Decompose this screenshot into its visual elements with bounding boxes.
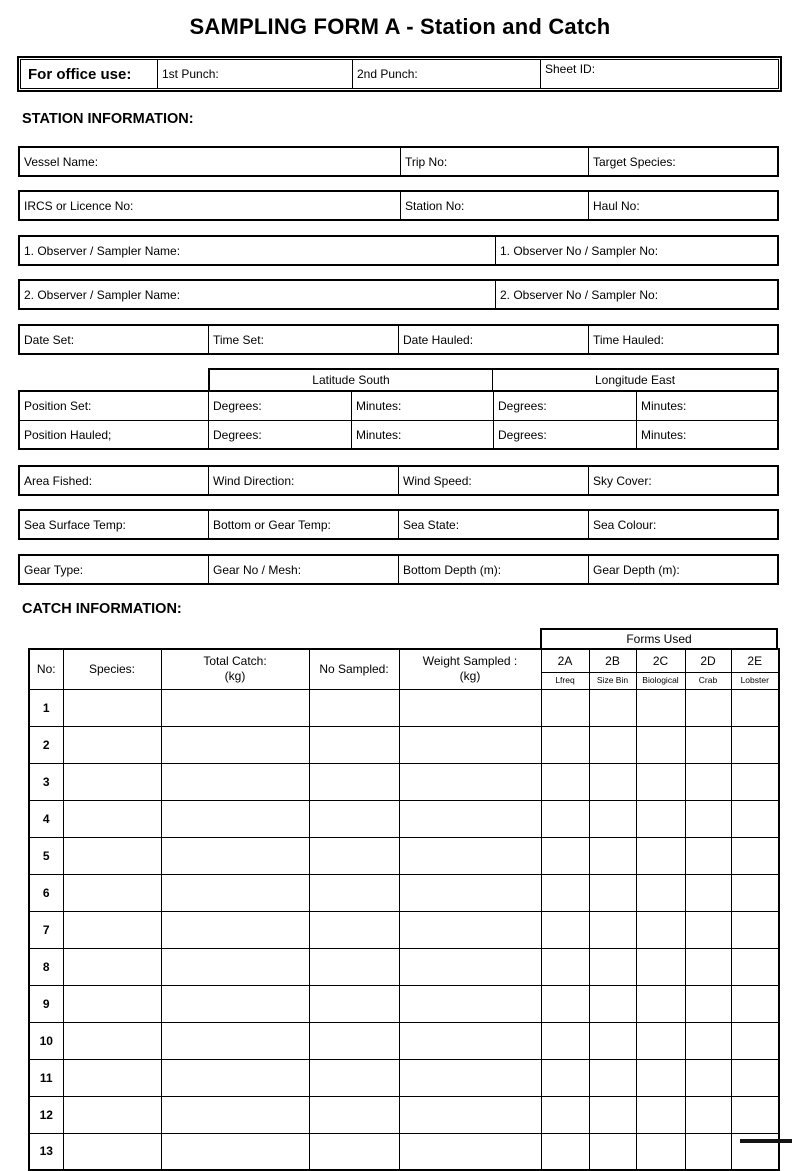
weight-sampled-line2: (kg) (459, 669, 481, 684)
blank-cell (541, 837, 589, 874)
blank-cell (541, 800, 589, 837)
catch-row (29, 763, 779, 800)
blank-cell (399, 1096, 541, 1133)
blank-cell (309, 1059, 399, 1096)
gear-type-field: Gear Type: (24, 562, 84, 577)
blank-cell (589, 800, 636, 837)
sky-cover-field: Sky Cover: (588, 467, 777, 494)
second-punch-field (352, 60, 540, 88)
blank-cell (63, 985, 161, 1022)
position-table-body (18, 390, 779, 450)
row-number: 5 (29, 837, 63, 874)
sea-row (18, 509, 779, 540)
observer1-name-field: 1. Observer / Sampler Name: (24, 243, 181, 258)
form-2a-name: Lfreq (542, 672, 589, 688)
col-header-form-2e (731, 649, 779, 689)
haul-no-field: Haul No: (588, 192, 777, 219)
row-number: 1 (29, 689, 63, 726)
blank-cell (63, 726, 161, 763)
sea-surface-temp-field: Sea Surface Temp: (24, 517, 126, 532)
catch-information-heading: CATCH INFORMATION: (22, 601, 182, 617)
blank-cell (309, 1133, 399, 1170)
form-2c-name: Biological (637, 672, 685, 688)
target-species-field: Target Species: (588, 148, 777, 175)
lon-set-minutes-field: Minutes: (636, 392, 777, 420)
bottom-gear-temp-field: Bottom or Gear Temp: (208, 511, 398, 538)
date-time-row (18, 324, 779, 355)
blank-cell (63, 911, 161, 948)
blank-cell (685, 800, 731, 837)
blank-cell (731, 1096, 779, 1133)
blank-cell (636, 874, 685, 911)
blank-cell (63, 1096, 161, 1133)
latitude-south-header: Latitude South (208, 368, 493, 390)
row-number: 9 (29, 985, 63, 1022)
col-header-total-catch (161, 649, 309, 689)
blank-cell (589, 948, 636, 985)
blank-cell (589, 985, 636, 1022)
blank-cell (589, 911, 636, 948)
catch-row (29, 1133, 779, 1170)
col-header-form-2b (589, 649, 636, 689)
blank-cell (589, 837, 636, 874)
blank-cell (685, 985, 731, 1022)
col-header-form-2a (541, 649, 589, 689)
blank-cell (589, 874, 636, 911)
form-2b-name: Size Bin (590, 672, 636, 688)
lon-hauled-degrees-field: Degrees: (493, 421, 636, 448)
blank-cell (63, 837, 161, 874)
bottom-depth-field: Bottom Depth (m): (398, 556, 588, 583)
blank-cell (731, 948, 779, 985)
form-2d-code: 2D (700, 653, 716, 668)
col-header-form-2d (685, 649, 731, 689)
blank-cell (685, 874, 731, 911)
blank-cell (636, 985, 685, 1022)
blank-cell (309, 911, 399, 948)
blank-cell (161, 1022, 309, 1059)
blank-cell (731, 689, 779, 726)
blank-cell (685, 1133, 731, 1170)
blank-cell (636, 1059, 685, 1096)
blank-cell (161, 726, 309, 763)
sea-colour-field: Sea Colour: (588, 511, 777, 538)
lon-hauled-minutes-field: Minutes: (636, 421, 777, 448)
blank-cell (731, 874, 779, 911)
blank-cell (541, 726, 589, 763)
form-title: SAMPLING FORM A - Station and Catch (189, 14, 611, 39)
catch-table-body (29, 689, 779, 1170)
col-header-no-sampled: No Sampled: (309, 649, 399, 689)
blank-cell (541, 763, 589, 800)
catch-row (29, 874, 779, 911)
blank-cell (685, 1022, 731, 1059)
blank-cell (589, 1022, 636, 1059)
blank-cell (589, 1059, 636, 1096)
observer1-no-field: 1. Observer No / Sampler No: (495, 237, 777, 264)
lat-hauled-degrees-field: Degrees: (208, 421, 351, 448)
catch-row (29, 911, 779, 948)
gear-depth-field: Gear Depth (m): (588, 556, 777, 583)
blank-cell (685, 1059, 731, 1096)
lon-set-degrees-field: Degrees: (493, 392, 636, 420)
catch-row (29, 837, 779, 874)
blank-cell (399, 763, 541, 800)
blank-cell (399, 837, 541, 874)
observer2-name-field: 2. Observer / Sampler Name: (24, 287, 181, 302)
row-number: 4 (29, 800, 63, 837)
vessel-name-field: Vessel Name: (24, 154, 99, 169)
blank-cell (161, 689, 309, 726)
catch-row (29, 1059, 779, 1096)
catch-row (29, 1022, 779, 1059)
lat-hauled-minutes-field: Minutes: (351, 421, 493, 448)
row-number: 2 (29, 726, 63, 763)
time-hauled-field: Time Hauled: (588, 326, 777, 353)
blank-cell (731, 1059, 779, 1096)
blank-cell (63, 689, 161, 726)
blank-cell (731, 763, 779, 800)
blank-cell (399, 726, 541, 763)
blank-cell (399, 800, 541, 837)
blank-cell (541, 689, 589, 726)
form-2b-code: 2B (605, 653, 620, 668)
blank-cell (161, 911, 309, 948)
blank-cell (541, 948, 589, 985)
row-number: 13 (29, 1133, 63, 1170)
blank-cell (731, 800, 779, 837)
blank-cell (309, 800, 399, 837)
position-hauled-label: Position Hauled; (24, 427, 112, 442)
sea-state-field: Sea State: (398, 511, 588, 538)
blank-cell (309, 948, 399, 985)
area-row (18, 465, 779, 496)
blank-cell (541, 1059, 589, 1096)
form-2e-code: 2E (747, 653, 763, 668)
blank-cell (63, 1059, 161, 1096)
blank-cell (589, 763, 636, 800)
blank-cell (63, 874, 161, 911)
blank-cell (63, 800, 161, 837)
blank-cell (399, 874, 541, 911)
blank-cell (685, 726, 731, 763)
area-fished-field: Area Fished: (24, 473, 93, 488)
blank-cell (309, 1022, 399, 1059)
blank-cell (309, 985, 399, 1022)
wind-speed-field: Wind Speed: (398, 467, 588, 494)
blank-cell (161, 1059, 309, 1096)
blank-cell (161, 763, 309, 800)
blank-cell (541, 1022, 589, 1059)
catch-row (29, 1096, 779, 1133)
blank-cell (636, 911, 685, 948)
blank-cell (309, 726, 399, 763)
blank-cell (63, 1133, 161, 1170)
row-number: 8 (29, 948, 63, 985)
blank-cell (731, 985, 779, 1022)
blank-cell (731, 1022, 779, 1059)
total-catch-line2: (kg) (224, 669, 246, 684)
ircs-row (18, 190, 779, 221)
blank-cell (161, 1133, 309, 1170)
blank-cell (309, 837, 399, 874)
blank-cell (63, 948, 161, 985)
ircs-licence-field: IRCS or Licence No: (24, 198, 134, 213)
page-edge-artifact (740, 1139, 792, 1143)
blank-cell (731, 911, 779, 948)
lat-set-minutes-field: Minutes: (351, 392, 493, 420)
blank-cell (541, 1096, 589, 1133)
row-number: 6 (29, 874, 63, 911)
form-page (0, 14, 800, 1171)
total-catch-line1: Total Catch: (203, 654, 267, 669)
blank-cell (589, 1133, 636, 1170)
lat-set-degrees-field: Degrees: (208, 392, 351, 420)
blank-cell (685, 689, 731, 726)
catch-table-wrap (28, 628, 778, 1171)
observer2-no-field: 2. Observer No / Sampler No: (495, 281, 777, 308)
catch-row (29, 985, 779, 1022)
gear-no-mesh-field: Gear No / Mesh: (208, 556, 398, 583)
sheet-id-field (540, 60, 778, 88)
catch-table (28, 648, 780, 1171)
wind-direction-field: Wind Direction: (208, 467, 398, 494)
row-number: 3 (29, 763, 63, 800)
blank-cell (731, 837, 779, 874)
catch-row (29, 726, 779, 763)
date-hauled-field: Date Hauled: (398, 326, 588, 353)
catch-row (29, 948, 779, 985)
gear-row (18, 554, 779, 585)
blank-cell (309, 763, 399, 800)
row-number: 12 (29, 1096, 63, 1133)
col-header-species: Species: (63, 649, 161, 689)
vessel-row (18, 146, 779, 177)
blank-cell (685, 911, 731, 948)
weight-sampled-line1: Weight Sampled : (422, 654, 518, 669)
position-header-spacer (18, 368, 208, 390)
blank-cell (161, 837, 309, 874)
observer1-row (18, 235, 779, 266)
blank-cell (309, 874, 399, 911)
blank-cell (541, 1133, 589, 1170)
blank-cell (589, 1096, 636, 1133)
blank-cell (685, 763, 731, 800)
blank-cell (636, 1096, 685, 1133)
blank-cell (161, 985, 309, 1022)
row-number: 10 (29, 1022, 63, 1059)
blank-cell (161, 948, 309, 985)
office-use-box (20, 59, 779, 89)
blank-cell (636, 1133, 685, 1170)
position-table (18, 368, 779, 450)
row-number: 7 (29, 911, 63, 948)
catch-row (29, 689, 779, 726)
blank-cell (636, 948, 685, 985)
blank-cell (161, 800, 309, 837)
form-2d-name: Crab (686, 672, 731, 688)
col-header-no: No: (29, 649, 63, 689)
position-set-row (20, 392, 777, 420)
blank-cell (636, 726, 685, 763)
second-punch-label: 2nd Punch: (357, 67, 418, 81)
row-number: 11 (29, 1059, 63, 1096)
blank-cell (309, 689, 399, 726)
blank-cell (685, 1096, 731, 1133)
blank-cell (63, 763, 161, 800)
blank-cell (399, 689, 541, 726)
blank-cell (685, 837, 731, 874)
sheet-id-label: Sheet ID: (545, 62, 596, 76)
form-2e-name: Lobster (732, 672, 779, 688)
blank-cell (309, 1096, 399, 1133)
longitude-east-header: Longitude East (493, 368, 779, 390)
blank-cell (541, 911, 589, 948)
blank-cell (399, 1133, 541, 1170)
catch-row (29, 800, 779, 837)
blank-cell (399, 948, 541, 985)
blank-cell (636, 689, 685, 726)
col-header-form-2c (636, 649, 685, 689)
date-set-field: Date Set: (24, 332, 75, 347)
blank-cell (399, 1059, 541, 1096)
position-table-header (18, 368, 779, 390)
blank-cell (685, 948, 731, 985)
blank-cell (399, 1022, 541, 1059)
blank-cell (636, 763, 685, 800)
blank-cell (731, 726, 779, 763)
blank-cell (161, 874, 309, 911)
position-hauled-row (20, 420, 777, 448)
form-2c-code: 2C (652, 653, 669, 668)
blank-cell (636, 1022, 685, 1059)
blank-cell (589, 726, 636, 763)
col-header-weight-sampled (399, 649, 541, 689)
blank-cell (161, 1096, 309, 1133)
blank-cell (636, 837, 685, 874)
form-2a-code: 2A (557, 653, 573, 668)
station-information-heading: STATION INFORMATION: (22, 111, 194, 127)
forms-used-header: Forms Used (540, 628, 778, 648)
blank-cell (399, 911, 541, 948)
blank-cell (63, 1022, 161, 1059)
blank-cell (541, 985, 589, 1022)
first-punch-label: 1st Punch: (162, 67, 219, 81)
blank-cell (399, 985, 541, 1022)
blank-cell (541, 874, 589, 911)
blank-cell (636, 800, 685, 837)
first-punch-field (157, 60, 352, 88)
catch-header-row (29, 649, 779, 689)
trip-no-field: Trip No: (400, 148, 588, 175)
position-set-label: Position Set: (24, 399, 92, 413)
office-use-label: For office use: (28, 65, 132, 83)
time-set-field: Time Set: (208, 326, 398, 353)
observer2-row (18, 279, 779, 310)
station-no-field: Station No: (400, 192, 588, 219)
blank-cell (589, 689, 636, 726)
